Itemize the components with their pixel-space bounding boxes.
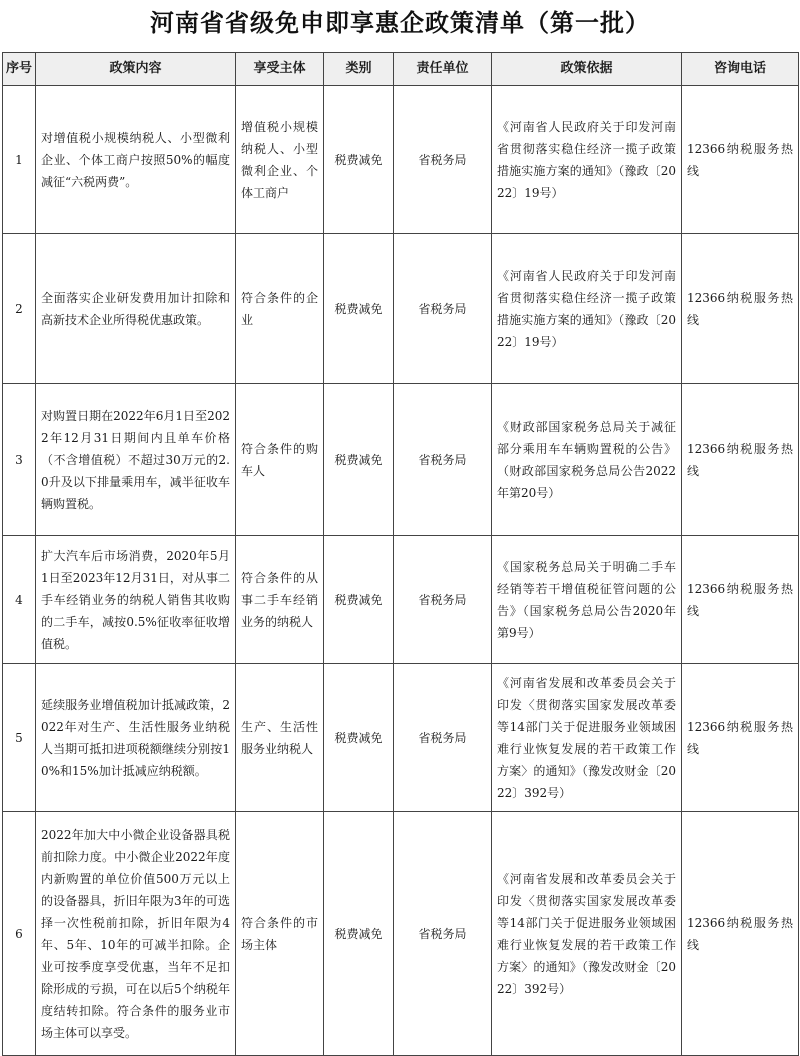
contact-phone: 12366纳税服务热线 [682,664,799,812]
row-number: 5 [3,664,36,812]
category: 税费减免 [324,536,394,664]
table-row [3,536,799,664]
table-row [3,86,799,234]
table-row [3,812,799,1056]
row-number: 1 [3,86,36,234]
category: 税费减免 [324,664,394,812]
policy-content: 全面落实企业研发费用加计扣除和高新技术企业所得税优惠政策。 [36,234,236,384]
responsible-unit: 省税务局 [394,664,492,812]
responsible-unit: 省税务局 [394,812,492,1056]
beneficiary: 符合条件的市场主体 [236,812,324,1056]
policy-content: 对购置日期在2022年6月1日至2022年12月31日期间内且单车价格（不含增值税）不超过30万元的2.0升及以下排量乘用车，减半征收车辆购置税。 [36,384,236,536]
policy-basis: 《河南省人民政府关于印发河南省贯彻落实稳住经济一揽子政策措施实施方案的通知》（豫政〔2022〕19号） [492,86,682,234]
column-header-subject: 享受主体 [236,53,324,86]
row-number: 3 [3,384,36,536]
table-row [3,384,799,536]
row-number: 4 [3,536,36,664]
beneficiary: 符合条件的企业 [236,234,324,384]
contact-phone: 12366纳税服务热线 [682,86,799,234]
contact-phone: 12366纳税服务热线 [682,234,799,384]
policy-basis: 《国家税务总局关于明确二手车经销等若干增值税征管问题的公告》（国家税务总局公告2020年第9号） [492,536,682,664]
responsible-unit: 省税务局 [394,384,492,536]
policy-content: 2022年加大中小微企业设备器具税前扣除力度。中小微企业2022年度内新购置的单位价值500万元以上的设备器具，折旧年限为3年的可选择一次性税前扣除，折旧年限为4年、5年、10年的可减半扣除。企业可按季度享受优惠，当年不足扣除形成的亏损，可在以后5个纳税年度结转扣除。符合条件的服务业市场主体可以享受。 [36,812,236,1056]
category: 税费减免 [324,234,394,384]
policy-basis: 《河南省发展和改革委员会关于印发〈贯彻落实国家发展改革委等14部门关于促进服务业领域困难行业恢复发展的若干政策工作方案〉的通知》（豫发改财金〔2022〕392号） [492,664,682,812]
document-title: 河南省省级免申即享惠企政策清单（第一批） [150,9,650,37]
responsible-unit: 省税务局 [394,234,492,384]
beneficiary: 符合条件的购车人 [236,384,324,536]
column-header-content: 政策内容 [36,53,236,86]
policy-content: 扩大汽车后市场消费，2020年5月1日至2023年12月31日，对从事二手车经销业务的纳税人销售其收购的二手车，减按0.5%征收率征收增值税。 [36,536,236,664]
policy-basis: 《河南省发展和改革委员会关于印发〈贯彻落实国家发展改革委等14部门关于促进服务业领域困难行业恢复发展的若干政策工作方案〉的通知》（豫发改财金〔2022〕392号） [492,812,682,1056]
beneficiary: 符合条件的从事二手车经销业务的纳税人 [236,536,324,664]
column-header-category: 类别 [324,53,394,86]
table-header-row [3,53,799,86]
responsible-unit: 省税务局 [394,86,492,234]
category: 税费减免 [324,86,394,234]
policy-basis: 《财政部国家税务总局关于减征部分乘用车车辆购置税的公告》（财政部国家税务总局公告2022年第20号） [492,384,682,536]
column-header-unit: 责任单位 [394,53,492,86]
beneficiary: 增值税小规模纳税人、小型微利企业、个体工商户 [236,86,324,234]
table-row [3,664,799,812]
policy-basis: 《河南省人民政府关于印发河南省贯彻落实稳住经济一揽子政策措施实施方案的通知》（豫政〔2022〕19号） [492,234,682,384]
policy-table [2,52,799,1056]
contact-phone: 12366纳税服务热线 [682,812,799,1056]
contact-phone: 12366纳税服务热线 [682,536,799,664]
beneficiary: 生产、生活性服务业纳税人 [236,664,324,812]
policy-content: 对增值税小规模纳税人、小型微利企业、个体工商户按照50%的幅度减征“六税两费”。 [36,86,236,234]
column-header-basis: 政策依据 [492,53,682,86]
contact-phone: 12366纳税服务热线 [682,384,799,536]
category: 税费减免 [324,812,394,1056]
responsible-unit: 省税务局 [394,536,492,664]
column-header-phone: 咨询电话 [682,53,799,86]
category: 税费减免 [324,384,394,536]
row-number: 2 [3,234,36,384]
row-number: 6 [3,812,36,1056]
column-header-no: 序号 [3,53,36,86]
policy-content: 延续服务业增值税加计抵减政策，2022年对生产、生活性服务业纳税人当期可抵扣进项税额继续分别按10%和15%加计抵减应纳税额。 [36,664,236,812]
table-row [3,234,799,384]
